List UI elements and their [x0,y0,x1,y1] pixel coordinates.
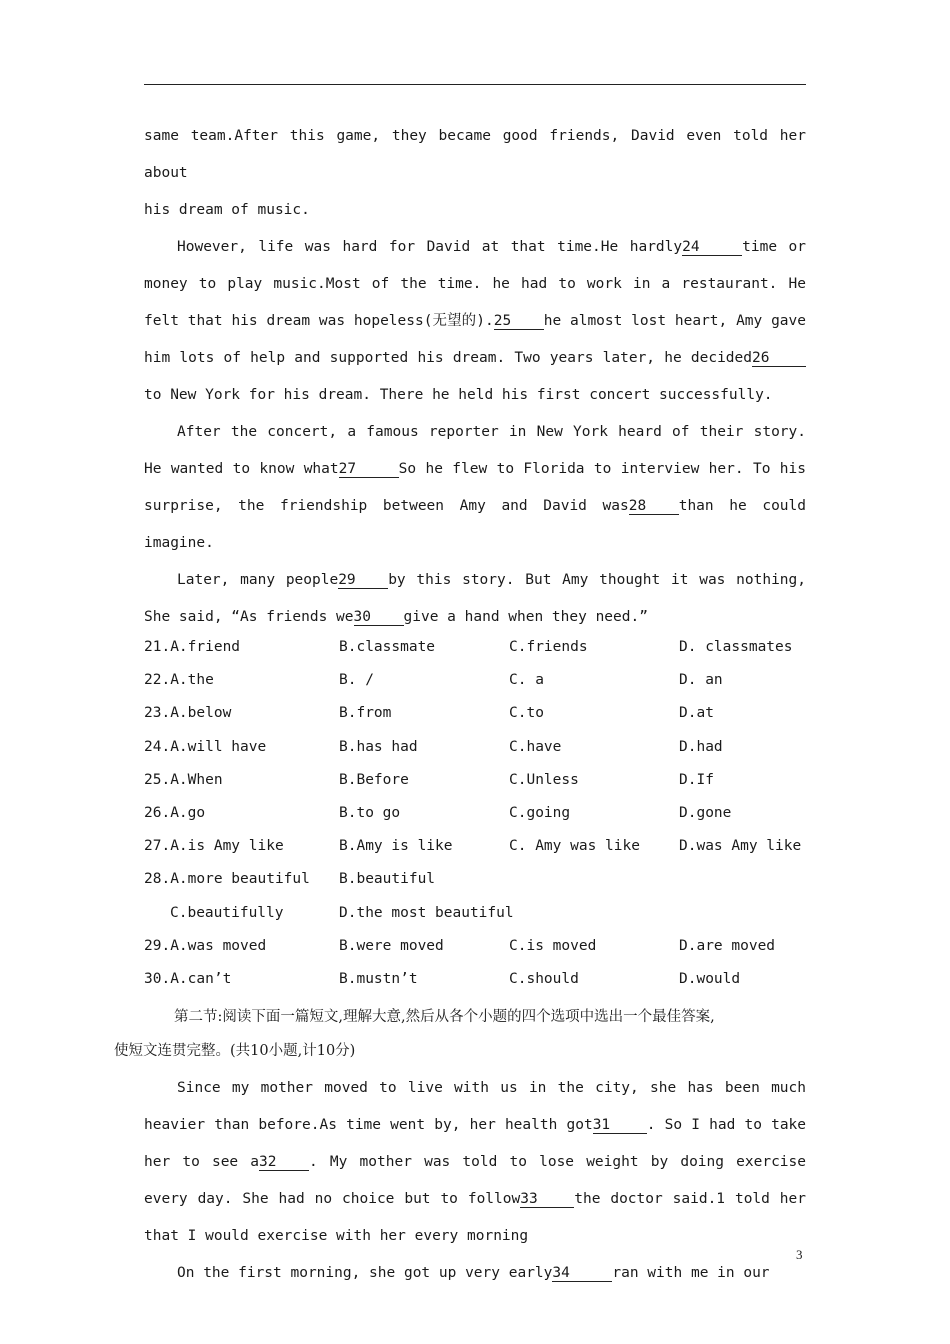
option-d[interactable]: D.would [679,970,741,987]
text: to New York for his dream. There he held his first concert successfully. [144,387,773,403]
option-a[interactable]: 29.A.was moved [144,937,267,954]
option-a[interactable]: 27.A.is Amy like [144,838,284,855]
blank-33[interactable]: 33 [520,1191,574,1208]
question-row-23 [144,697,806,730]
blank-28[interactable]: 28 [629,498,679,515]
text: by this story. But Amy thought it was nothing, She said, “As friends we [144,572,806,625]
question-row-28 [144,863,806,896]
blank-24[interactable]: 24 [682,239,742,256]
document-body [114,118,807,1292]
text: time or money to play music.Most of the time. he had to work in a restaurant. He felt that his dream was hopeless(无望的). [144,239,807,329]
option-b[interactable]: B.beautiful [339,871,436,888]
text: he almost lost heart, Amy gave him lots of help and supported his dream. Two years later, he decided [144,313,806,366]
paragraph-david-life [144,229,806,414]
option-d[interactable]: D. an [679,672,723,689]
option-b[interactable]: B.has had [339,738,418,755]
question-row-30 [144,963,806,996]
option-c[interactable]: C.is moved [509,937,597,954]
text: give a hand when they need.” [403,609,648,625]
question-row-22 [144,664,806,697]
question-row-26 [144,797,806,830]
option-b[interactable]: B.to go [339,804,401,821]
question-row-25 [144,764,806,797]
page-number: 3 [796,1247,803,1262]
text: So he flew to Florida to interview her. To his surprise, the friendship between Amy and David was [144,461,806,514]
text: ran with me in our [612,1265,770,1282]
text: However, life was hard for David at that time.He hardly [177,239,683,255]
header-rule [144,84,806,85]
blank-31[interactable]: 31 [593,1117,647,1134]
option-d[interactable]: D.at [679,705,714,722]
option-a[interactable]: 23.A.below [144,705,232,722]
text: On the first morning, she got up very early [177,1265,553,1282]
option-c[interactable]: C.Unless [509,771,579,788]
option-c[interactable]: C. Amy was like [509,838,640,855]
option-a[interactable]: 28.A.more beautiful [144,871,310,888]
option-d[interactable]: D.the most beautiful [339,904,514,921]
section-2-heading [114,1000,806,1068]
option-a[interactable]: 30.A.can’t [144,970,232,987]
option-b[interactable]: B.from [339,705,392,722]
option-c[interactable]: C.going [509,804,571,821]
option-d[interactable]: D.had [679,738,723,755]
blank-27[interactable]: 27 [339,461,399,478]
option-c[interactable]: C.beautifully [170,904,284,921]
option-a[interactable]: 22.A.the [144,672,214,689]
option-c[interactable]: C.friends [509,639,588,655]
text-line: same team.After this game, they became good friends, David even told her about [144,128,806,181]
option-d[interactable]: D.If [679,771,714,788]
paragraph-mother [144,1070,806,1255]
option-c[interactable]: C.should [509,970,579,987]
blank-34[interactable]: 34 [552,1265,612,1282]
option-b[interactable]: B. / [339,672,374,689]
option-d[interactable]: D. classmates [679,639,793,655]
question-row-21 [144,631,806,664]
option-a[interactable]: 24.A.will have [144,738,267,755]
blank-25[interactable]: 25 [494,313,544,330]
section-instruction: 第二节:阅读下面一篇短文,理解大意,然后从各个小题的四个选项中选出一个最佳答案, [174,1009,715,1026]
blank-30[interactable]: 30 [354,609,404,626]
option-d[interactable]: D.are moved [679,937,776,954]
text-line: his dream of music. [144,202,310,218]
text: Later, many people [177,572,339,588]
blank-32[interactable]: 32 [259,1154,309,1171]
option-d[interactable]: D.gone [679,804,732,821]
question-row-28-cont [144,897,806,930]
option-c[interactable]: C.to [509,705,544,722]
option-b[interactable]: B.classmate [339,639,436,655]
option-a[interactable]: 26.A.go [144,804,206,821]
answer-options [144,631,806,996]
paragraph-continuation [144,118,806,229]
option-a[interactable]: 21.A.friend [144,639,241,655]
option-b[interactable]: B.mustn’t [339,970,418,987]
paragraph-first-morning [144,1255,806,1292]
option-d[interactable]: D.was Amy like [679,838,802,855]
paragraph-later [144,562,806,636]
option-c[interactable]: C. a [509,672,544,689]
question-row-27 [144,830,806,863]
text: the doctor said.1 told her that I would exercise with her every morning [144,1191,806,1245]
text: After the concert, a famous reporter in New York heard of their story. He wanted to know what [144,424,806,477]
option-c[interactable]: C.have [509,738,562,755]
blank-26[interactable]: 26 [752,350,806,367]
question-row-29 [144,930,806,963]
text: . So I had to take her to see a [144,1117,807,1171]
text: . My mother was told to lose weight by doing exercise every day. She had no choice but to follow [144,1154,806,1208]
section-instruction: 使短文连贯完整。(共10小题,计10分) [114,1043,356,1060]
text: than he could imagine. [144,498,806,551]
question-row-24 [144,731,806,764]
option-a[interactable]: 25.A.When [144,771,223,788]
option-b[interactable]: B.were moved [339,937,444,954]
blank-29[interactable]: 29 [338,572,388,589]
paragraph-concert [144,414,806,562]
option-b[interactable]: B.Before [339,771,409,788]
text: Since my mother moved to live with us in the city, she has been much heavier than before.As time went by, her health got [144,1080,806,1134]
option-b[interactable]: B.Amy is like [339,838,453,855]
